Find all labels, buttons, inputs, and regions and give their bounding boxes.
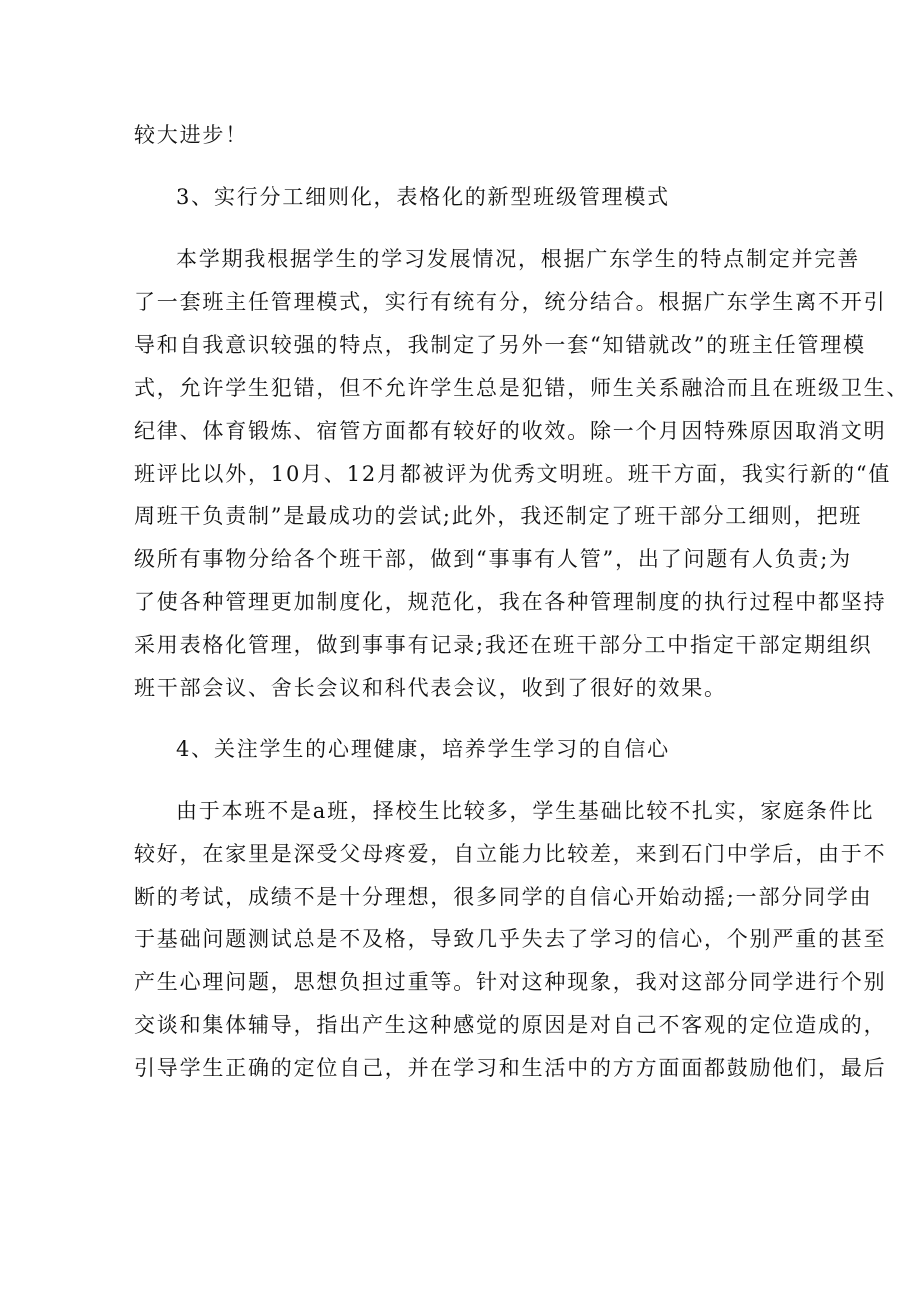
section-heading-3: 3、实行分工细则化，表格化的新型班级管理模式: [176, 185, 670, 209]
text-line-19: 产生心理问题，思想负担过重等。针对这种现象，我对这部分同学进行个别: [134, 970, 887, 994]
text-line-15: 由于本班不是a班，择校生比较多，学生基础比较不扎实，家庭条件比: [176, 799, 875, 823]
text-line-7: 纪律、体育锻炼、宿管方面都有较好的收效。除一个月因特殊原因取消文明: [134, 419, 887, 443]
text-line-21: 引导学生正确的定位自己，并在学习和生活中的方方面面都鼓励他们，最后: [134, 1056, 887, 1080]
text-line-10: 级所有事物分给各个班干部，做到“事事有人管”，出了问题有人负责;为: [134, 547, 852, 571]
text-line-3: 本学期我根据学生的学习发展情况，根据广东学生的特点制定并完善: [176, 247, 860, 271]
section-heading-4: 4、关注学生的心理健康，培养学生学习的自信心: [176, 737, 670, 761]
text-line-8: 班评比以外，10月、12月都被评为优秀文明班。班干方面，我实行新的“值: [134, 462, 892, 486]
text-line-16: 较好，在家里是深受父母疼爱，自立能力比较差，来到石门中学后，由于不: [134, 842, 887, 866]
text-line-18: 于基础问题测试总是不及格，导致几乎失去了学习的信心，个别严重的甚至: [134, 927, 887, 951]
text-line-9: 周班干负责制”是最成功的尝试;此外，我还制定了班干部分工细则，把班: [134, 504, 863, 528]
text-line-11: 了使各种管理更加制度化，规范化，我在各种管理制度的执行过程中都坚持: [134, 590, 887, 614]
text-line-17: 断的考试，成绩不是十分理想，很多同学的自信心开始动摇;一部分同学由: [134, 885, 873, 909]
text-line-6: 式，允许学生犯错，但不允许学生总是犯错，师生关系融洽而且在班级卫生、: [134, 376, 910, 400]
text-line-13: 班干部会议、舍长会议和科代表会议，收到了很好的效果。: [134, 676, 727, 700]
text-line-4: 了一套班主任管理模式，实行有统有分，统分结合。根据广东学生离不开引: [134, 290, 887, 314]
text-line-12: 采用表格化管理，做到事事有记录;我还在班干部分工中指定干部定期组织: [134, 633, 873, 657]
text-line-5: 导和自我意识较强的特点，我制定了另外一套“知错就改”的班主任管理模: [134, 333, 866, 357]
text-line-1: 较大进步！: [134, 123, 248, 147]
text-line-20: 交谈和集体辅导，指出产生这种感觉的原因是对自己不客观的定位造成的，: [134, 1013, 887, 1037]
